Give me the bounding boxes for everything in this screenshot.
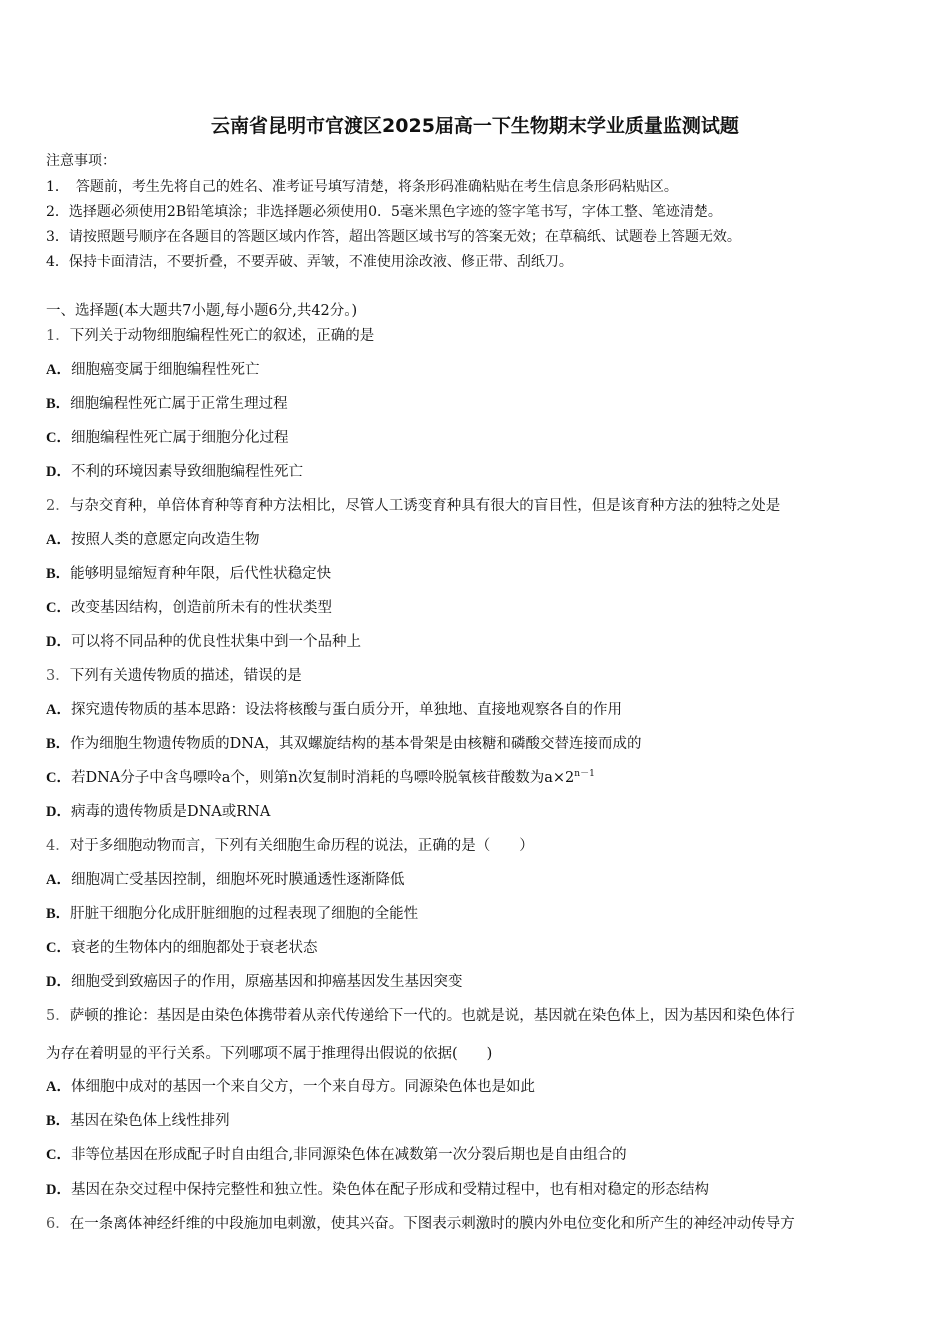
option (46, 904, 418, 924)
question-stem (46, 666, 302, 686)
option (46, 870, 404, 890)
question-text: 下列关于动物细胞编程性死亡的叙述，正确的是 (69, 328, 375, 344)
option-text: 细胞凋亡受基因控制，细胞坏死时膜通透性逐渐降低 (70, 872, 405, 888)
option-letter: D． (46, 974, 71, 990)
exponent: n－1 (574, 769, 595, 780)
option-letter: B． (46, 396, 71, 412)
question-stem (46, 1006, 795, 1026)
option (46, 360, 259, 380)
option (46, 972, 462, 992)
notice-heading: 注意事项： (46, 153, 116, 169)
option (46, 802, 270, 822)
option-text: 基因在染色体上线性排列 (70, 1113, 230, 1129)
option-text: 不利的环境因素导致细胞编程性死亡 (70, 464, 303, 480)
option-letter: D． (46, 804, 71, 820)
question-number: 5． (46, 1008, 70, 1024)
question-stem (46, 1214, 795, 1234)
option-text: 病毒的遗传物质是DNA或RNA (70, 804, 271, 820)
option-letter: A． (46, 702, 71, 718)
option-letter: A． (46, 532, 71, 548)
option-text: 能够明显缩短育种年限，后代性状稳定快 (70, 566, 332, 582)
option-letter: C． (46, 1147, 71, 1163)
option (46, 700, 622, 720)
option-letter: B． (46, 566, 71, 582)
question-number: 1． (46, 328, 70, 344)
question-stem (46, 836, 534, 856)
page-title: 云南省昆明市官渡区2025届高一下生物期末学业质量监测试题 (211, 115, 739, 137)
option (46, 938, 317, 958)
option (46, 462, 303, 482)
question-stem (46, 326, 374, 346)
option-text: 改变基因结构，创造前所未有的性状类型 (70, 600, 332, 616)
question-text: 与杂交育种，单倍体育种等育种方法相比，尽管人工诱变育种具有很大的盲目性，但是该育种方法的独特之处是 (69, 498, 781, 514)
option-text: 衰老的生物体内的细胞都处于衰老状态 (70, 940, 318, 956)
question-number: 6． (46, 1216, 70, 1232)
option-text: 肝脏干细胞分化成肝脏细胞的过程表现了细胞的全能性 (70, 906, 419, 922)
option-letter: B． (46, 1113, 71, 1129)
option-letter: A． (46, 362, 71, 378)
option (46, 598, 332, 618)
option (46, 1180, 709, 1200)
option-text: 非等位基因在形成配子时自由组合,非同源染色体在减数第一次分裂后期也是自由组合的 (70, 1147, 627, 1163)
option-text: 细胞编程性死亡属于细胞分化过程 (70, 430, 289, 446)
option-text: 按照人类的意愿定向改造生物 (70, 532, 260, 548)
notice-item: 1． 答题前，考生先将自己的姓名、准考证号填写清楚，将条形码准确粘贴在考生信息条形码粘贴区。 (46, 179, 678, 195)
option (46, 530, 259, 550)
option (46, 1111, 230, 1131)
option (46, 564, 331, 584)
notice-item: 4．保持卡面清洁，不要折叠，不要弄破、弄皱，不准使用涂改液、修正带、刮纸刀。 (46, 254, 573, 270)
option-letter: B． (46, 906, 71, 922)
option-letter: A． (46, 872, 71, 888)
notice-item: 2．选择题必须使用2B铅笔填涂；非选择题必须使用0．5毫米黑色字迹的签字笔书写，字体工整、笔迹清楚。 (46, 204, 722, 220)
option-letter: C． (46, 770, 71, 786)
option-text: 若DNA分子中含鸟嘌呤a个，则第n次复制时消耗的鸟嘌呤脱氧核苷酸数为a×2 (70, 770, 575, 786)
question-text: 对于多细胞动物而言，下列有关细胞生命历程的说法，正确的是（ ） (69, 838, 534, 854)
question-number: 4． (46, 838, 70, 854)
option-letter: B． (46, 736, 71, 752)
option-text: 作为细胞生物遗传物质的DNA，其双螺旋结构的基本骨架是由核糖和磷酸交替连接而成的 (70, 736, 642, 752)
option-letter: A． (46, 1079, 71, 1095)
question-number: 3． (46, 668, 70, 684)
option-letter: D． (46, 1182, 71, 1198)
option-text: 基因在杂交过程中保持完整性和独立性。染色体在配子形成和受精过程中，也有相对稳定的形态结构 (70, 1182, 709, 1198)
option-text: 细胞受到致癌因子的作用，原癌基因和抑癌基因发生基因突变 (70, 974, 463, 990)
option (46, 632, 361, 652)
question-text: 在一条离体神经纤维的中段施加电刺激，使其兴奋。下图表示刺激时的膜内外电位变化和所产生的神经冲动传导方 (69, 1216, 795, 1232)
option (46, 734, 641, 754)
option (46, 768, 595, 788)
option-text: 细胞癌变属于细胞编程性死亡 (70, 362, 260, 378)
option-letter: C． (46, 430, 71, 446)
option-letter: C． (46, 940, 71, 956)
question-text: 萨顿的推论：基因是由染色体携带着从亲代传递给下一代的。也就是说，基因就在染色体上，因为基因和染色体行 (69, 1008, 795, 1024)
question-stem (46, 496, 780, 516)
question-number: 2． (46, 498, 70, 514)
option-text: 细胞编程性死亡属于正常生理过程 (70, 396, 288, 412)
section-heading: 一、选择题(本大题共7小题,每小题6分,共42分。) (46, 303, 358, 319)
option-text: 探究遗传物质的基本思路：设法将核酸与蛋白质分开，单独地、直接地观察各自的作用 (70, 702, 622, 718)
option-text: 体细胞中成对的基因一个来自父方，一个来自母方。同源染色体也是如此 (70, 1079, 535, 1095)
option (46, 1145, 627, 1165)
option-text: 可以将不同品种的优良性状集中到一个品种上 (70, 634, 361, 650)
notice-item: 3．请按照题号顺序在各题目的答题区域内作答，超出答题区域书写的答案无效；在草稿纸、试题卷上答题无效。 (46, 229, 741, 245)
question-text: 下列有关遗传物质的描述，错误的是 (69, 668, 302, 684)
option (46, 394, 288, 414)
option-letter: C． (46, 600, 71, 616)
option-letter: D． (46, 634, 71, 650)
option-letter: D． (46, 464, 71, 480)
question-stem-continued: 为存在着明显的平行关系。下列哪项不属于推理得出假说的依据( ) (46, 1046, 493, 1062)
option (46, 428, 288, 448)
option (46, 1077, 535, 1097)
